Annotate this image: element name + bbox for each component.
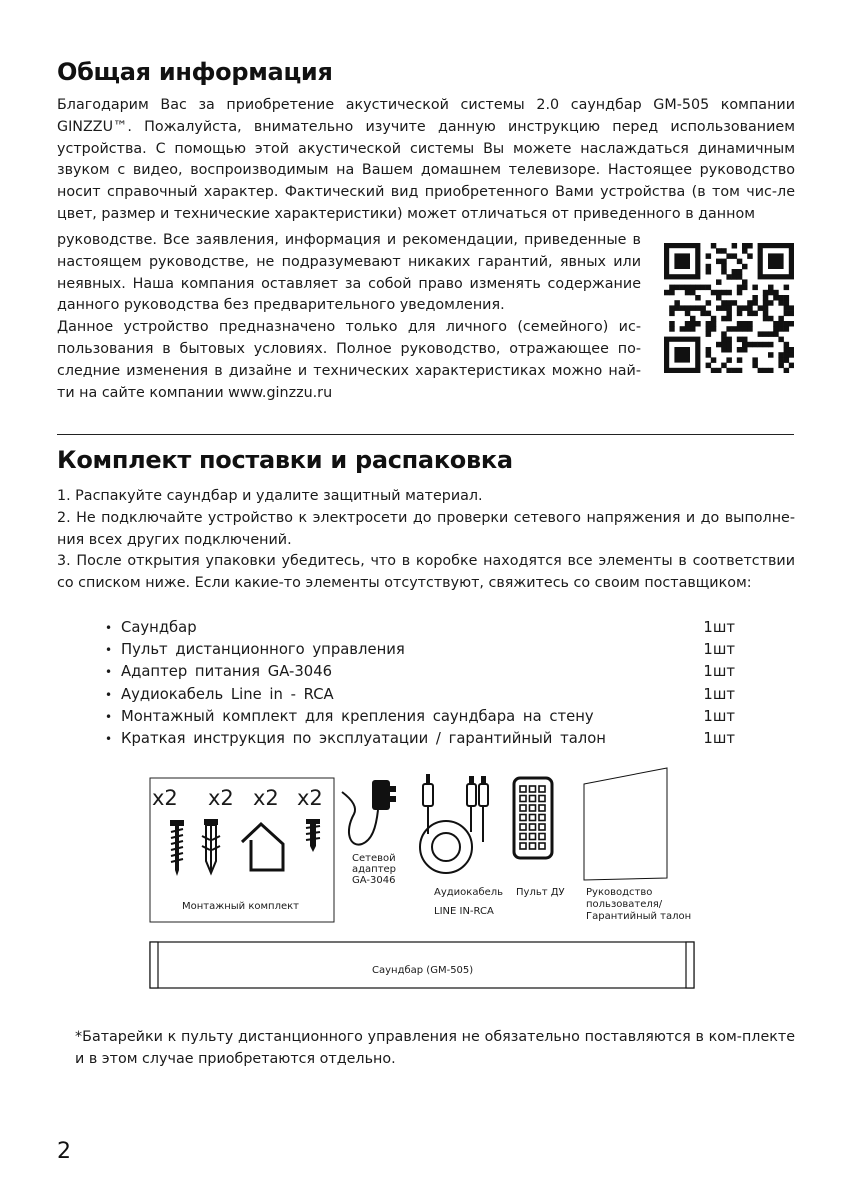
- screw-icon: [170, 820, 184, 876]
- wall-plug-icon: [202, 819, 220, 873]
- manual-caption-line: Гарантийный талон: [586, 911, 692, 922]
- usage-paragraph: Данное устройство предназначено только для личного (семейного) ис-пользования в бытовых условиях. Полное руководство, отражающее по-следние изменения в дизайне и технических характеристиках можно най-ти на сайте компании www.ginzzu.ru: [57, 319, 641, 401]
- item-quantity: 1шт: [703, 729, 735, 747]
- cable-caption-line: LINE IN-RCA: [434, 906, 494, 917]
- list-item: [105, 639, 735, 661]
- audio-cable-icon: [420, 774, 488, 873]
- package-contents-illustration: [140, 762, 710, 1002]
- bullet: •: [105, 621, 113, 635]
- item-quantity: 1шт: [703, 619, 735, 636]
- power-adapter-icon: [342, 780, 396, 845]
- section-divider: [57, 434, 794, 435]
- battery-footnote: *Батарейки к пульту дистанционного управления не обязательно поставляются в ком-плекте и в этом случае приобретаются отдельно.: [75, 1029, 795, 1067]
- qr-code-icon: [664, 243, 794, 373]
- bullet: •: [105, 687, 113, 702]
- manual-caption-line: пользователя/: [586, 899, 663, 910]
- intro-paragraph: Благодарим Вас за приобретение акустической системы 2.0 саундбар GM-505 компании GINZZU™. Пожалуйста, внимательно изучите данную инструкцию перед использованием устройства. С помощью этой акустической системы Вы можете наслаждаться динамичным звуком с видео, воспроизводимым на Вашем домашнем телевизоре. Настоящее руководство носит справочный характер. Фактический вид приобретенного Вами устройства (в том чис-ле цвет, размер и технические характеристики) может отличаться от приведенного в данном: [57, 97, 795, 222]
- list-item: [105, 706, 735, 728]
- screw-icon: [306, 819, 320, 852]
- page-number: 2: [57, 1139, 71, 1164]
- bullet: •: [105, 731, 113, 746]
- section-title-general-info: Общая информация: [57, 58, 333, 86]
- item-name: Адаптер питания GA-3046: [121, 663, 333, 681]
- list-item: [105, 661, 735, 683]
- step-3: 3. После открытия упаковки убедитесь, что в коробке находятся все элементы в соответствии со списком ниже. Если какие-то элементы отсутствуют, свяжитесь со своим поставщиком:: [57, 553, 795, 592]
- user-manual-icon: [584, 768, 667, 880]
- x2-label: x2: [253, 786, 279, 810]
- adapter-caption-line: GA-3046: [352, 875, 396, 886]
- disclaimer-paragraph: руководстве. Все заявления, информация и рекомендации, приведенные в настоящем руководстве, не подразумевают никаких гарантий, явных или неявных. Наша компания оставляет за собой право изменять содержание данного руководства без предварительного уведомления.: [57, 232, 641, 314]
- x2-label: x2: [208, 786, 234, 810]
- section-title-package-contents: Комплект поставки и распаковка: [57, 446, 513, 474]
- cable-caption-line: Аудиокабель: [434, 887, 504, 898]
- package-items-list: [105, 617, 735, 750]
- remote-control-icon: [514, 778, 552, 858]
- item-quantity: 1шт: [703, 707, 735, 725]
- manual-caption-line: Руководство: [586, 887, 653, 898]
- mount-kit-caption: Монтажный комплект: [182, 901, 300, 912]
- x2-label: x2: [297, 786, 323, 810]
- bullet: •: [105, 665, 113, 680]
- item-name: Пульт дистанционного управления: [121, 641, 405, 659]
- wall-bracket-icon: [242, 824, 283, 870]
- adapter-caption-line: адаптер: [352, 864, 397, 875]
- item-quantity: 1шт: [703, 685, 735, 703]
- item-name: Краткая инструкция по эксплуатации / гарантийный талон: [121, 729, 606, 747]
- bullet: •: [105, 709, 113, 724]
- item-name: Монтажный комплект для крепления саундбара на стену: [121, 707, 594, 725]
- list-item: [105, 684, 735, 706]
- unpacking-steps: [57, 486, 795, 595]
- step-1: 1. Распакуйте саундбар и удалите защитный материал.: [57, 488, 483, 504]
- soundbar-caption: Саундбар (GM-505): [372, 965, 474, 976]
- list-item: [105, 617, 735, 639]
- remote-caption: Пульт ДУ: [516, 887, 565, 898]
- item-quantity: 1шт: [703, 641, 735, 659]
- bullet: •: [105, 643, 113, 658]
- intro-continuation: [57, 230, 641, 404]
- step-2: 2. Не подключайте устройство к электросети до проверки сетевого напряжения и до выполне-ния всех других подключений.: [57, 509, 795, 548]
- x2-label: x2: [152, 786, 178, 810]
- list-item: [105, 728, 735, 750]
- adapter-caption-line: Сетевой: [352, 853, 396, 864]
- item-quantity: 1шт: [703, 663, 735, 681]
- item-name: Саундбар: [121, 619, 197, 636]
- item-name: Аудиокабель Line in - RCA: [121, 685, 334, 703]
